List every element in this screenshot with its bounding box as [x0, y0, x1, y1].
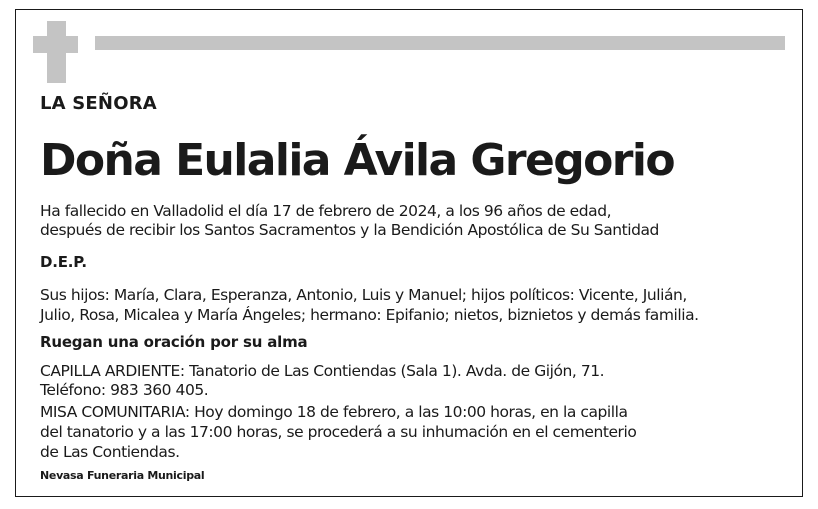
title-label: LA SEÑORA	[40, 93, 157, 114]
detail-line: CAPILLA ARDIENTE: Tanatorio de Las Contiendas (Sala 1). Avda. de Gijón, 71.	[40, 362, 605, 380]
detail-line: de Las Contiendas.	[40, 443, 180, 461]
dep-label: D.E.P.	[40, 253, 87, 271]
header-rule	[95, 36, 785, 50]
announcement-line: Ha fallecido en Valladolid el día 17 de febrero de 2024, a los 96 años de edad,	[40, 202, 612, 220]
detail-line: del tanatorio y a las 17:00 horas, se procederá a su inhumación en el cementerio	[40, 423, 637, 441]
detail-line: MISA COMUNITARIA: Hoy domingo 18 de febrero, a las 10:00 horas, en la capilla	[40, 403, 628, 421]
prayer-request: Ruegan una oración por su alma	[40, 333, 308, 351]
family-line: Julio, Rosa, Micalea y María Ángeles; hermano: Epifanio; nietos, biznietos y demás familia.	[40, 306, 699, 324]
family-line: Sus hijos: María, Clara, Esperanza, Antonio, Luis y Manuel; hijos políticos: Vicente, Julián,	[40, 286, 687, 304]
funeral-home: Nevasa Funeraria Municipal	[40, 469, 205, 482]
deceased-name: Doña Eulalia Ávila Gregorio	[40, 135, 674, 186]
detail-line: Teléfono: 983 360 405.	[40, 381, 209, 399]
cross-icon-arm	[33, 36, 78, 53]
announcement-line: después de recibir los Santos Sacramentos y la Bendición Apostólica de Su Santidad	[40, 221, 659, 239]
